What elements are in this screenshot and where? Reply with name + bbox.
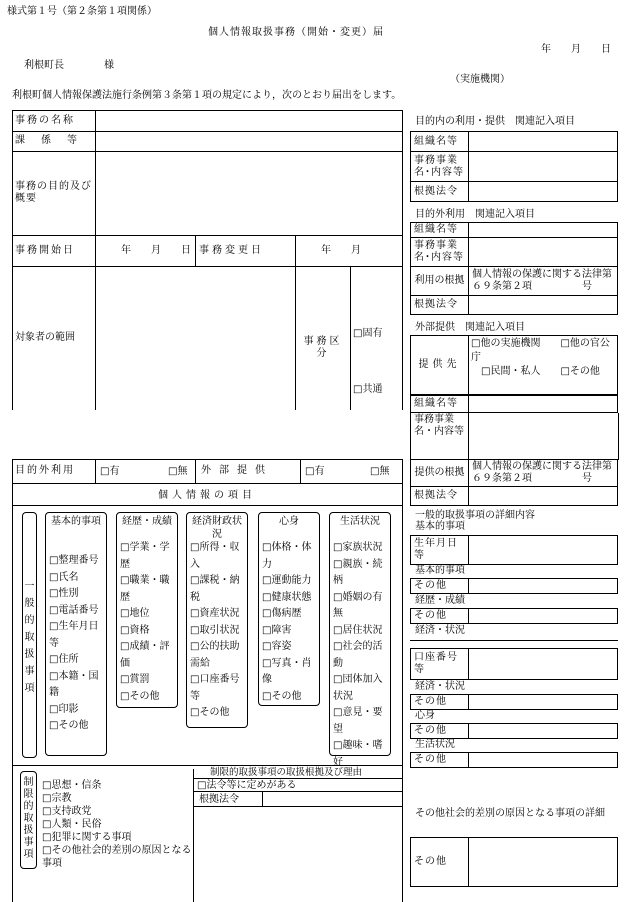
seikatsu-heading: 生活状況 <box>415 739 455 750</box>
category-checkbox[interactable]: □取引状況 <box>190 624 240 636</box>
category-title: 生活状況 <box>340 516 380 527</box>
sec3-jimu-input[interactable] <box>469 414 617 459</box>
category-title: 経済財政状況 <box>192 516 242 540</box>
seigen-checkbox[interactable]: □宗教 <box>42 793 72 804</box>
account-label: 口座番号等 <box>414 652 458 675</box>
riyo-konkyo-text: 個人情報の保護に関する法律第６９条第２項 号 <box>472 269 612 292</box>
category-checkbox[interactable]: □成績・評価 <box>120 641 170 669</box>
category-checkbox[interactable]: □整理番号 <box>49 555 99 566</box>
discrim-other-input[interactable] <box>469 838 617 886</box>
jimu-name-input[interactable] <box>96 111 401 130</box>
seigen-reason-input[interactable] <box>194 807 401 901</box>
sec2-law-label: 根拠法令 <box>414 299 458 310</box>
sec3-jimu-label: 事務事業名・内容等 <box>414 414 464 437</box>
start-date-label: 事務開始日 <box>15 244 75 256</box>
category-checkbox[interactable]: □婚姻の有無 <box>333 591 383 619</box>
sec1-org-label: 組織名等 <box>414 135 458 147</box>
seigen-reason-title: 制限的取扱事項の取扱根拠及び理由 <box>210 767 363 778</box>
sec3-law-label: 根拠法令 <box>414 490 458 501</box>
econ-other-input[interactable] <box>469 695 617 709</box>
account-input[interactable] <box>469 649 617 679</box>
category-list <box>262 540 318 705</box>
econ-heading: 経済・状況 <box>415 625 465 636</box>
page-title: 個人情報取扱事務（開始・変更）届 <box>208 27 384 38</box>
sec1-law-input[interactable] <box>469 182 617 201</box>
category-checkbox[interactable]: □障害 <box>262 624 292 636</box>
sec2-org-input[interactable] <box>469 223 617 237</box>
category-checkbox[interactable]: □社会的活動 <box>333 641 383 669</box>
gaibu-yes-checkbox[interactable]: □有 <box>305 466 325 477</box>
ka-input[interactable] <box>96 132 401 150</box>
category-checkbox[interactable]: □口座番号等 <box>190 674 240 702</box>
sec3-law-input[interactable] <box>469 487 617 505</box>
category-checkbox[interactable]: □意見・要望 <box>333 707 383 735</box>
seigen-label: 制限的取扱事項 <box>23 777 34 860</box>
category-checkbox[interactable]: □資産状況 <box>190 608 240 619</box>
birth-input[interactable] <box>469 536 617 564</box>
shinshin-other-label: その他 <box>414 725 447 736</box>
shinshin-heading: 心身 <box>415 710 435 721</box>
detail-title: 一般的取扱事項の詳細内容 <box>415 510 535 521</box>
sec1-org-input[interactable] <box>469 132 617 151</box>
mokuteki-yes-checkbox[interactable]: □有 <box>100 466 120 477</box>
kyotsu-checkbox[interactable]: □共通 <box>353 384 383 395</box>
basic-heading-2: 基本的事項 <box>415 565 465 576</box>
start-date-input[interactable]: 年 月 日 <box>121 244 191 256</box>
seigen-basis-label: 根拠法令 <box>199 794 239 805</box>
sec1-title: 目的内の利用・提供 関連記入項目 <box>415 116 575 127</box>
category-checkbox[interactable]: □課税・納税 <box>190 575 240 603</box>
sec3-title: 外部提供 関連記入項目 <box>415 322 525 333</box>
mokuteki-no-checkbox[interactable]: □無 <box>168 466 188 477</box>
jimu-name-label: 事務の名称 <box>15 114 75 126</box>
intro-text: 利根町個人情報保護法施行条例第３条第１項の規定により，次のとおり届出をします。 <box>12 90 402 101</box>
gaibu-label: 外部提供 <box>201 465 273 476</box>
form-number: 様式第１号（第２条第１項関係） <box>7 6 157 17</box>
category-checkbox[interactable]: □地位 <box>120 608 150 619</box>
econ-other-label: その他 <box>414 696 447 707</box>
category-checkbox[interactable]: □体格・体力 <box>262 542 312 570</box>
seigen-checkbox[interactable]: □思想・信条 <box>42 780 102 791</box>
category-checkbox[interactable]: □その他 <box>262 690 302 702</box>
category-checkbox[interactable]: □職業・職歴 <box>120 575 170 603</box>
addressee: 利根町長 様 <box>24 60 114 71</box>
purpose-input[interactable] <box>96 152 401 234</box>
purpose-label: 事務の目的及び概要 <box>15 181 92 204</box>
category-checkbox[interactable]: □印影 <box>49 703 79 715</box>
category-checkbox[interactable]: □賞罰 <box>120 674 150 685</box>
sec2-jimu-input[interactable] <box>469 238 617 266</box>
sec2-org-label: 組織名等 <box>414 224 458 235</box>
shinshin-other-input[interactable] <box>469 724 617 738</box>
category-checkbox[interactable]: □所得・収入 <box>190 542 240 570</box>
category-checkbox[interactable]: □性別 <box>49 588 79 599</box>
ippan-label: 一般的取扱事項 <box>24 581 35 694</box>
category-checkbox[interactable]: □運動能力 <box>262 575 312 586</box>
date-field[interactable]: 年 月 日 <box>541 44 611 55</box>
category-list <box>49 553 105 735</box>
teikyo-konkyo-text: 個人情報の保護に関する法律第６９条第２項 号 <box>472 461 612 484</box>
category-checkbox[interactable]: □氏名 <box>49 571 79 583</box>
category-checkbox[interactable]: □趣味・嗜好 <box>333 740 383 768</box>
category-checkbox[interactable]: □その他 <box>190 707 230 718</box>
mokuteki-gai-label: 目的外利用 <box>15 465 75 476</box>
seigen-law-checkbox[interactable]: □法令等に定めがある <box>197 780 297 791</box>
category-checkbox[interactable]: □学業・学歴 <box>120 542 170 570</box>
category-title: 基本的事項 <box>51 516 101 527</box>
sec3-org-input[interactable] <box>469 396 617 412</box>
change-date-label: 事務変更日 <box>199 244 264 256</box>
basic-heading: 基本的事項 <box>415 521 465 532</box>
category-checkbox[interactable]: □容姿 <box>262 641 292 652</box>
teikyo-saki-label: 提供先 <box>418 359 461 370</box>
items-title: 個人情報の項目 <box>158 490 256 501</box>
sec2-title: 目的外利用 関連記入項目 <box>415 209 535 220</box>
career-heading: 経歴・成績 <box>415 595 465 606</box>
org-label: （実施機関） <box>450 74 510 85</box>
category-checkbox[interactable]: □電話番号 <box>49 604 99 616</box>
career-other-input[interactable] <box>469 609 617 623</box>
category-checkbox[interactable]: □資格 <box>120 624 150 636</box>
category-checkbox[interactable]: □写真・肖像 <box>262 657 312 685</box>
category-title: 経歴・成績 <box>122 516 172 527</box>
ka-label: 課 係 等 <box>15 135 80 146</box>
category-list <box>120 540 176 705</box>
gaibu-no-checkbox[interactable]: □無 <box>370 466 390 477</box>
category-checkbox[interactable]: □本籍・国籍 <box>49 670 99 698</box>
seigen-checkbox[interactable]: □犯罪に関する事項 <box>42 832 132 843</box>
category-list <box>190 540 246 722</box>
econ-heading-2: 経済・状況 <box>415 681 465 692</box>
teikyo-konkyo-label: 提供の根拠 <box>414 467 465 478</box>
sec2-jimu-label: 事務事業名･内容等 <box>414 240 464 263</box>
seikatsu-other-input[interactable] <box>469 753 617 767</box>
career-other-label: その他 <box>414 610 447 621</box>
category-list <box>333 540 389 771</box>
category-checkbox[interactable]: □その他 <box>49 720 89 731</box>
koyu-checkbox[interactable]: □固有 <box>353 328 383 339</box>
category-checkbox[interactable]: □家族状況 <box>333 542 383 553</box>
basic-other-input[interactable] <box>469 579 617 593</box>
seigen-checkbox[interactable]: □人類・民俗 <box>42 819 102 830</box>
category-checkbox[interactable]: □居住状況 <box>333 624 383 636</box>
sec1-jimu-input[interactable] <box>469 152 617 181</box>
category-checkbox[interactable]: □住所 <box>49 654 79 665</box>
subject-range-label: 対象者の範囲 <box>15 332 75 343</box>
seigen-basis-input[interactable] <box>263 792 401 805</box>
category-checkbox[interactable]: □生年月日等 <box>49 621 99 649</box>
discrim-title: その他社会的差別の原因となる事項の詳細 <box>415 808 605 819</box>
category-checkbox[interactable]: □傷病歴 <box>262 608 302 619</box>
birth-label: 生年月日等 <box>414 538 458 561</box>
sec1-jimu-label: 事務事業名･内容等 <box>414 154 464 178</box>
category-checkbox[interactable]: □公的扶助需給 <box>190 641 240 669</box>
sec1-law-label: 根拠法令 <box>414 185 458 197</box>
category-checkbox[interactable]: □その他 <box>120 690 160 702</box>
subject-range-input[interactable] <box>96 267 294 409</box>
seigen-list <box>42 779 192 870</box>
category-label: 事務区分 <box>303 336 343 359</box>
seigen-checkbox[interactable]: □支持政党 <box>42 806 92 817</box>
change-date-input[interactable]: 年 月 <box>321 244 361 256</box>
category-checkbox[interactable]: □団体加入状況 <box>333 674 383 702</box>
category-checkbox[interactable]: □健康状態 <box>262 591 312 603</box>
discrim-other-label: その他 <box>414 856 447 867</box>
sec2-law-input[interactable] <box>469 296 617 314</box>
category-title: 心身 <box>279 516 299 527</box>
category-checkbox[interactable]: □親族・続柄 <box>333 558 383 586</box>
basic-other-label: その他 <box>414 580 447 591</box>
sec3-org-label: 組織名等 <box>414 398 458 409</box>
seigen-checkbox[interactable]: □その他社会的差別の原因となる事項 <box>42 845 192 869</box>
teikyo-saki-options[interactable]: □他の実施機関 □他の官公庁 □民間・私人 □その他 <box>471 338 610 377</box>
seikatsu-other-label: その他 <box>414 754 447 765</box>
riyo-konkyo-label: 利用の根拠 <box>414 275 465 286</box>
